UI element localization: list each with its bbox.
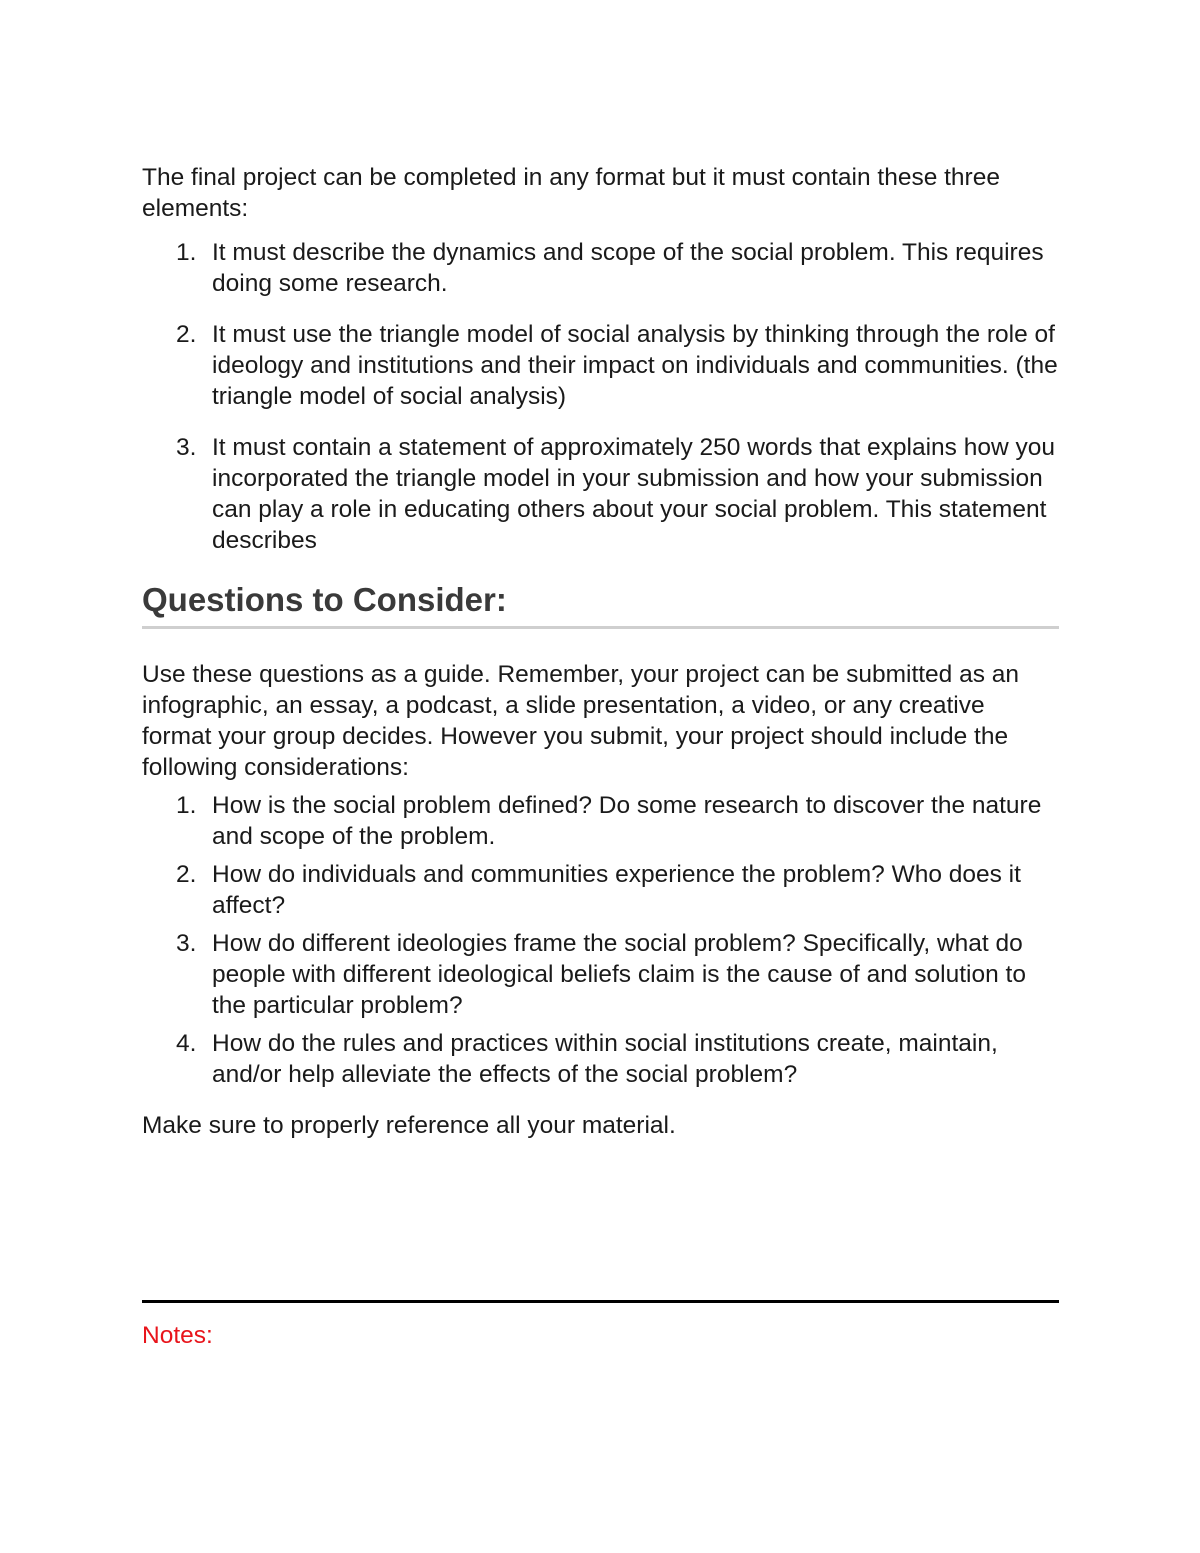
list-item-text: It must describe the dynamics and scope of the social problem. This requires doing some research. — [212, 239, 1044, 297]
closing-paragraph: Make sure to properly reference all your material. — [142, 1112, 676, 1139]
guide-paragraph: Use these questions as a guide. Remember, your project can be submitted as an infographic, an essay, a podcast, a slide presentation, a video, or any creative format your group decides. However you submit, your project should include the following considerations: — [142, 661, 1020, 781]
list-item-number: 4. — [176, 1030, 197, 1057]
list-item — [142, 319, 1059, 412]
list-item-number: 2. — [176, 321, 197, 348]
questions-heading: Questions to Consider: — [142, 580, 1059, 629]
list-item — [142, 859, 1059, 921]
list-item-text: How do individuals and communities experience the problem? Who does it affect? — [212, 861, 1021, 919]
questions-list — [142, 790, 1059, 1090]
list-item — [142, 432, 1059, 556]
required-elements-list — [142, 237, 1059, 556]
notes-divider — [142, 1300, 1059, 1303]
list-item-number: 2. — [176, 861, 197, 888]
list-item-text: How do the rules and practices within social institutions create, maintain, and/or help alleviate the effects of the social problem? — [212, 1030, 998, 1088]
document-body — [142, 162, 1059, 1141]
list-item-number: 1. — [176, 792, 197, 819]
list-item-text: It must contain a statement of approximately 250 words that explains how you incorporated the triangle model in your submission and how your submission can play a role in educating others about your social problem. This statement describes — [212, 434, 1055, 554]
list-item — [142, 790, 1059, 852]
list-item — [142, 1028, 1059, 1090]
list-item-number: 3. — [176, 434, 197, 461]
list-item — [142, 237, 1059, 299]
notes-label: Notes: — [142, 1322, 213, 1349]
list-item-text: It must use the triangle model of social analysis by thinking through the role of ideology and institutions and their impact on individuals and communities. (the triangle model of social analysis) — [212, 321, 1058, 410]
list-item-text: How is the social problem defined? Do some research to discover the nature and scope of the problem. — [212, 792, 1042, 850]
intro-paragraph: The final project can be completed in any format but it must contain these three elements: — [142, 164, 1000, 222]
list-item-number: 1. — [176, 239, 197, 266]
list-item-text: How do different ideologies frame the social problem? Specifically, what do people with different ideological beliefs claim is the cause of and solution to the particular problem? — [212, 930, 1026, 1019]
list-item — [142, 928, 1059, 1021]
list-item-number: 3. — [176, 930, 197, 957]
